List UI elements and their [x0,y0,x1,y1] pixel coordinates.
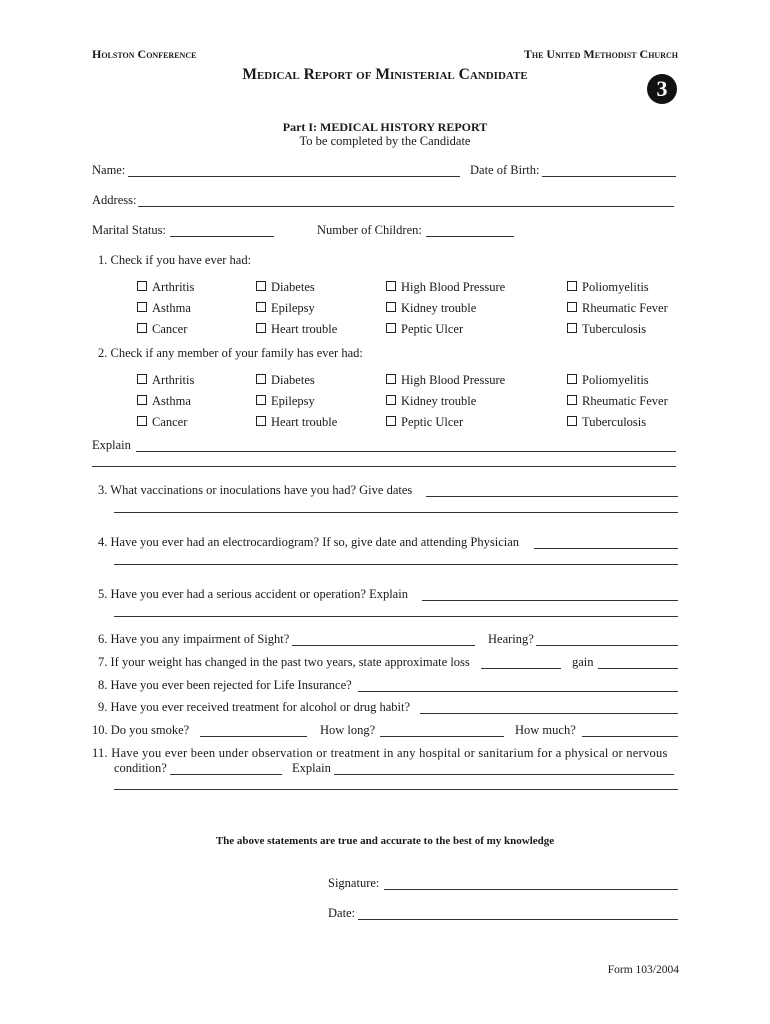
q1-checkbox[interactable]: Peptic Ulcer [386,322,463,337]
hearing-field[interactable] [536,645,678,646]
checkbox-icon [256,323,266,333]
q2-checkbox[interactable]: High Blood Pressure [386,373,505,388]
conference-name: Holston Conference [92,47,197,61]
question-4: 4. Have you ever had an electrocardiogram? If so, give date and attending Physician [98,535,520,549]
checkbox-icon [137,395,147,405]
name-label: Name: [92,163,126,177]
checkbox-icon [256,416,266,426]
q1-checkbox[interactable]: Epilepsy [256,301,315,316]
checkbox-icon [137,374,147,384]
checkbox-icon [256,281,266,291]
q11-explain-field[interactable] [334,774,674,775]
q11-explain-label: Explain [292,761,331,775]
children-label: Number of Children: [317,223,422,237]
signature-field[interactable] [384,889,678,890]
q1-checkbox[interactable]: High Blood Pressure [386,280,505,295]
explain-label: Explain [92,438,131,452]
question-9: 9. Have you ever received treatment for alcohol or drug habit? [98,700,411,714]
checkbox-icon [256,374,266,384]
q4-field[interactable] [534,548,678,549]
question-8: 8. Have you ever been rejected for Life Insurance? [98,678,352,692]
q2-checkbox[interactable]: Cancer [137,415,187,430]
date-field[interactable] [358,919,678,920]
children-field[interactable] [426,236,514,237]
marital-field[interactable] [170,236,274,237]
form-number: Form 103/2004 [607,964,679,976]
how-much-label: How much? [515,723,576,737]
question-7: 7. If your weight has changed in the past two years, state approximate loss [98,655,470,669]
q5-field[interactable] [422,600,678,601]
attestation-statement: The above statements are true and accurate to the best of my knowledge [215,835,555,847]
how-long-field[interactable] [380,736,504,737]
q2-checkbox[interactable]: Epilepsy [256,394,315,409]
signature-label: Signature: [328,876,380,890]
dob-field[interactable] [542,176,676,177]
checkbox-icon [567,302,577,312]
checkbox-icon [256,302,266,312]
q1-checkbox[interactable]: Cancer [137,322,187,337]
question-5: 5. Have you ever had a serious accident or operation? Explain [98,587,408,601]
q2-checkbox[interactable]: Arthritis [137,373,194,388]
hearing-label: Hearing? [488,632,534,646]
checkbox-icon [386,395,396,405]
q2-checkbox[interactable]: Rheumatic Fever [567,394,668,409]
q1-checkbox[interactable]: Diabetes [256,280,315,295]
how-much-field[interactable] [582,736,678,737]
date-label: Date: [328,906,356,920]
checkbox-icon [137,323,147,333]
q1-checkbox[interactable]: Arthritis [137,280,194,295]
how-long-label: How long? [320,723,376,737]
q1-checkbox[interactable]: Heart trouble [256,322,337,337]
address-field[interactable] [138,206,674,207]
sight-field[interactable] [292,645,475,646]
checkbox-icon [137,302,147,312]
q1-checkbox[interactable]: Poliomyelitis [567,280,649,295]
q3-field-line-2[interactable] [114,512,678,513]
q5-field-line-2[interactable] [114,616,678,617]
q1-checkbox[interactable]: Asthma [137,301,191,316]
checkbox-icon [386,374,396,384]
checkbox-icon [386,302,396,312]
question-3: 3. What vaccinations or inoculations have you had? Give dates [98,483,413,497]
q1-checkbox[interactable]: Kidney trouble [386,301,476,316]
form-title: Medical Report of Ministerial Candidate [242,66,528,83]
q2-checkbox[interactable]: Poliomyelitis [567,373,649,388]
explain-field-line-2[interactable] [92,466,676,467]
address-label: Address: [92,193,137,207]
q11-explain-field-line-2[interactable] [114,789,678,790]
q2-checkbox[interactable]: Tuberculosis [567,415,646,430]
part-title: Part I: MEDICAL HISTORY REPORT [282,120,488,134]
condition-field[interactable] [170,774,282,775]
q2-checkbox[interactable]: Diabetes [256,373,315,388]
q1-checkbox[interactable]: Tuberculosis [567,322,646,337]
q2-checkbox[interactable]: Kidney trouble [386,394,476,409]
checkbox-icon [386,281,396,291]
explain-field[interactable] [136,451,676,452]
weight-loss-field[interactable] [481,668,561,669]
q4-field-line-2[interactable] [114,564,678,565]
checkbox-icon [386,323,396,333]
checkbox-icon [386,416,396,426]
marital-label: Marital Status: [92,223,166,237]
q2-checkbox[interactable]: Asthma [137,394,191,409]
checkbox-icon [137,416,147,426]
question-11: 11. Have you ever been under observation or treatment in any hospital or sanitarium for a physical or nervous [92,746,668,760]
name-field[interactable] [128,176,460,177]
q2-checkbox[interactable]: Heart trouble [256,415,337,430]
form-badge: 3 [647,74,677,104]
checkbox-icon [567,323,577,333]
alcohol-drug-field[interactable] [420,713,678,714]
q3-field[interactable] [426,496,678,497]
q2-checkbox[interactable]: Peptic Ulcer [386,415,463,430]
checkbox-icon [137,281,147,291]
weight-gain-field[interactable] [598,668,678,669]
condition-label: condition? [114,761,167,775]
smoke-field[interactable] [200,736,307,737]
question-2: 2. Check if any member of your family has ever had: [98,346,363,360]
checkbox-icon [567,416,577,426]
checkbox-icon [567,395,577,405]
part-subtitle: To be completed by the Candidate [299,134,471,148]
checkbox-icon [567,281,577,291]
church-name: The United Methodist Church [523,47,678,61]
question-10: 10. Do you smoke? [92,723,190,737]
checkbox-icon [256,395,266,405]
dob-label: Date of Birth: [470,163,540,177]
q1-checkbox[interactable]: Rheumatic Fever [567,301,668,316]
question-6: 6. Have you any impairment of Sight? [98,632,290,646]
life-insurance-field[interactable] [358,691,678,692]
question-1: 1. Check if you have ever had: [98,253,252,267]
gain-label: gain [572,655,594,669]
checkbox-icon [567,374,577,384]
